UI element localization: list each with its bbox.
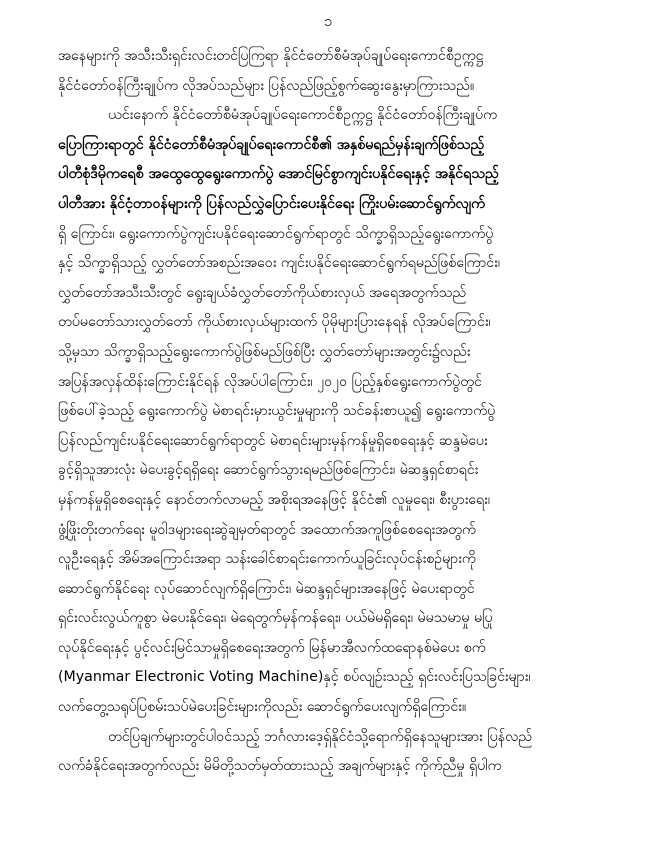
text-line: ဖြစ်ပေါ်ခဲ့သည့် ရွေးကောက်ပွဲ မဲစာရင်းမှားယွင်းမှုများကို သင်ခန်းစာယူ၍ ရွေးကောက်ပွဲ: [58, 403, 496, 420]
page-number: ၁: [323, 12, 333, 30]
text-line: ပြောကြားရာတွင် နိုင်ငံတော်စီမံအုပ်ချုပ်ရေးကောင်စီ၏ အနှစ်မရည်မှန်းချက်ဖြစ်သည့်: [58, 136, 485, 153]
text-line: တပ်မတော်သားလွှတ်တော် ကိုယ်စားလှယ်များထက် ပိုမိုများပြားနေရန် လိုအပ်ကြောင်း၊: [58, 314, 491, 331]
text-line: ခွင့်ရှိသူအားလုံး မဲပေးခွင့်ရရှိရေး ဆောင်ရွက်သွားရမည်ဖြစ်ကြောင်း၊ မဲဆန္ဒရှင်စာရင်း: [58, 462, 479, 479]
text-line: ယင်းနောက် နိုင်ငံတော်စီမံအုပ်ချုပ်ရေးကောင်စီဥက္ကဋ္ဌ နိုင်ငံတော်ဝန်ကြီးချုပ်က: [108, 107, 498, 124]
text-line: ဆောင်ရွက်နိုင်ရေး လုပ်ဆောင်လျက်ရှိကြောင်း၊ မဲဆန္ဒရှင်များအနေဖြင့် မဲပေးရာတွင်: [58, 580, 475, 597]
text-line: ရှင်းလင်းလွယ်ကူစွာ မဲပေးနိုင်ရေး၊ မဲရေတွက်မှန်ကန်ရေး၊ ပယ်မဲမရှိရေး၊ မဲမသမာမှု မပြု: [58, 610, 493, 627]
text-line: အပြန်အလှန်ထိန်းကြောင်းနိုင်ရန် လိုအပ်ပါကြောင်း၊ ၂၀၂၀ ပြည့်နှစ်ရွေးကောက်ပွဲတွင်: [58, 373, 482, 390]
text-line: လွှတ်တော်အသီးသီးတွင် ရွေးချယ်ခံလွှတ်တော်ကိုယ်စားလှယ် အရေအတွက်သည်: [58, 284, 467, 301]
text-line: လက်ခံနိုင်ရေးအတွက်လည်း မိမိတို့သတ်မှတ်ထားသည့် အချက်များနှင့် ကိုက်ညီမှု ရှိပါက: [58, 758, 502, 775]
text-line: မှန်ကန်မှုရှိစေရေးနှင့် နောင်တက်လာမည့် အစိုးရအနေဖြင့် နိုင်ငံ၏ လူမှုရေး၊ စီးပွားရေး၊: [58, 491, 491, 508]
text-line: လူဦးရေနှင့် အိမ်အကြောင်းအရာ သန်းခေါင်စာရင်းကောက်ယူခြင်းလုပ်ငန်းစဉ်များကို: [58, 551, 476, 568]
text-line: နှင့် သိက္ခာရှိသည့် လွှတ်တော်အစည်းအဝေး ကျင်းပနိုင်ရေးဆောင်ရွက်ရမည်ဖြစ်ကြောင်း၊: [58, 255, 500, 272]
body-text: [58, 42, 598, 782]
text-line: နိုင်ငံတော်ဝန်ကြီးချုပ်က လိုအပ်သည်များ ပြန်လည်ဖြည့်စွက်ဆွေးနွေးမှာကြားသည်။: [58, 77, 475, 94]
text-line: ရှိ ကြောင်း၊ ရွေးကောက်ပွဲကျင်းပနိုင်ရေးဆောင်ရွက်ရာတွင် သိက္ခာရှိသည့်ရွေးကောက်ပွဲ: [58, 225, 494, 242]
text-line: အနေများကို အသီးသီးရှင်းလင်းတင်ပြကြရာ နိုင်ငံတော်စီမံအုပ်ချုပ်ရေးကောင်စီဥက္ကဋ္ဌ: [58, 48, 484, 64]
text-line: (Myanmar Electronic Voting Machine)နှင့် စပ်လျဉ်းသည့် ရှင်းလင်းပြသခြင်းများ၊: [58, 669, 531, 686]
text-line: ဖွံ့ဖြိုးတိုးတက်ရေး မူဝါဒများရေးဆွဲချမှတ်ရာတွင် အထောက်အကူဖြစ်စေရေးအတွက်: [58, 521, 476, 538]
text-line: လက်တွေ့သရုပ်ပြစမ်းသပ်မဲပေးခြင်းများကိုလည်း ဆောင်ရွက်ပေးလျက်ရှိကြောင်း။: [58, 699, 467, 716]
text-line: ပါတီအား နိုင်ငံ့တာဝန်များကို ပြန်လည်လွှဲပြောင်းပေးနိုင်ရေး ကြိုးပမ်းဆောင်ရွက်လျက်: [58, 195, 485, 212]
document-page: [58, 0, 598, 782]
text-line: သို့မှသာ သိက္ခာရှိသည့်ရွေးကောက်ပွဲဖြစ်မည်ဖြစ်ပြီး လွှတ်တော်များအတွင်း၌လည်း: [58, 343, 471, 360]
text-line: ပါတီစုံဒီမိုကရေစီ အထွေထွေရွေးကောက်ပွဲ အောင်မြင်စွာကျင်းပနိုင်ရေးနှင့် အနိုင်ရသည့်: [58, 166, 499, 183]
text-line: တင်ပြချက်များတွင်ပါဝင်သည့် ဘင်္ဂလားဒေ့ရှ်နိုင်ငံသို့ရောက်ရှိနေသူများအား ပြန်လည်: [108, 728, 533, 745]
text-line: လုပ်နိုင်ရေးနှင့် ပွင့်လင်းမြင်သာမှုရှိစေရေးအတွက် မြန်မာအီလက်ထရောနစ်မဲပေး စက်: [58, 639, 486, 656]
text-line: ပြန်လည်ကျင်းပနိုင်ရေးဆောင်ရွက်ရာတွင် မဲစာရင်းများမှန်ကန်မှုရှိစေရေးနှင့် ဆန္ဒမဲပေး: [58, 432, 488, 449]
